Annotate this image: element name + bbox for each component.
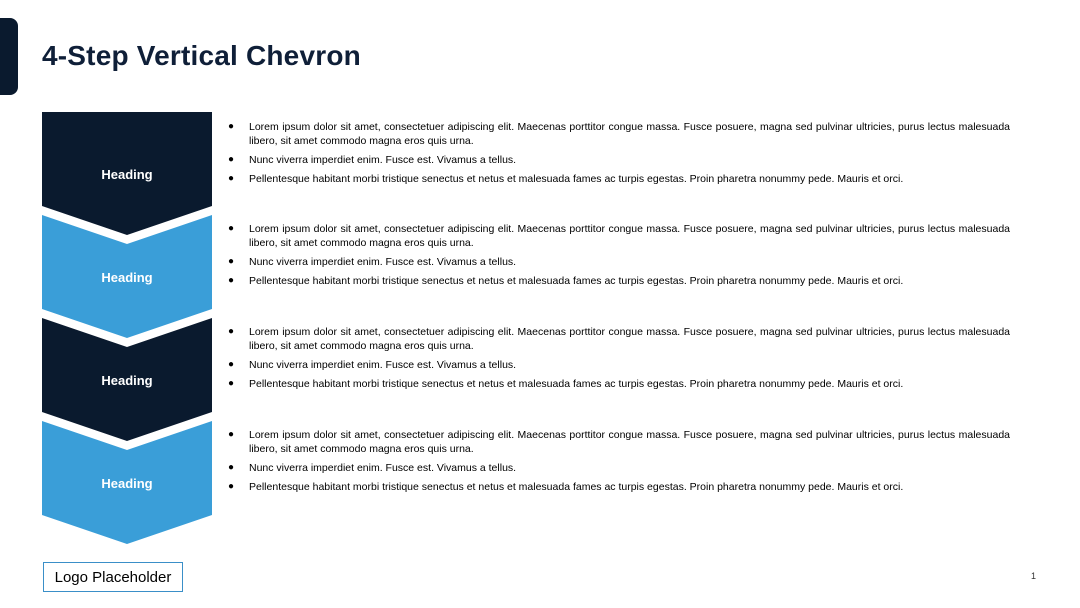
slide-title: 4-Step Vertical Chevron [42, 40, 361, 71]
bullet-icon: ● [228, 223, 235, 234]
bullet-icon: ● [228, 275, 235, 286]
page-number: 1 [1031, 571, 1037, 581]
bullet-item: ● Pellentesque habitant morbi tristique senectus et netus et malesuada fames ac turpis egestas. Proin pharetra nonummy pede. Mauris et orci. [228, 481, 904, 493]
bullet-icon: ● [228, 429, 235, 440]
bullet-icon: ● [228, 378, 235, 389]
chevron-step-1 [42, 112, 212, 235]
chevron-heading-2: Heading [101, 270, 153, 285]
bullet-icon: ● [228, 121, 235, 132]
bullet-icon: ● [228, 173, 235, 184]
bullet-item: ● Lorem ipsum dolor sit amet, consectetuer adipiscing elit. Maecenas porttitor congue massa. Fusce posuere, magna sed pulvinar ultricies, purus lectus malesuada libero, sit amet commodo magna eros quis urna. [228, 121, 1010, 147]
chevron-heading-4: Heading [101, 476, 153, 491]
bullet-item: ● Pellentesque habitant morbi tristique senectus et netus et malesuada fames ac turpis egestas. Proin pharetra nonummy pede. Mauris et orci. [228, 275, 904, 287]
logo-placeholder: Logo Placeholder [43, 562, 183, 592]
bullet-item: ● Pellentesque habitant morbi tristique senectus et netus et malesuada fames ac turpis egestas. Proin pharetra nonummy pede. Mauris et orci. [228, 173, 904, 185]
bullet-item: ● Lorem ipsum dolor sit amet, consectetuer adipiscing elit. Maecenas porttitor congue massa. Fusce posuere, magna sed pulvinar ultricies, purus lectus malesuada libero, sit amet commodo magna eros quis urna. [228, 326, 1010, 352]
bullet-item: ● Nunc viverra imperdiet enim. Fusce est. Vivamus a tellus. [228, 256, 517, 268]
bullet-icon: ● [228, 481, 235, 492]
bullet-item: ● Nunc viverra imperdiet enim. Fusce est. Vivamus a tellus. [228, 359, 517, 371]
bullet-icon: ● [228, 462, 235, 473]
bullet-icon: ● [228, 359, 235, 370]
bullet-item: ● Nunc viverra imperdiet enim. Fusce est. Vivamus a tellus. [228, 462, 517, 474]
chevron-heading-1: Heading [101, 167, 153, 182]
step-3-text [228, 325, 1010, 396]
bullet-icon: ● [228, 154, 235, 165]
bullet-icon: ● [228, 256, 235, 267]
bullet-item: ● Lorem ipsum dolor sit amet, consectetuer adipiscing elit. Maecenas porttitor congue massa. Fusce posuere, magna sed pulvinar ultricies, purus lectus malesuada libero, sit amet commodo magna eros quis urna. [228, 223, 1010, 249]
step-4-text [228, 428, 1010, 499]
bullet-item: ● Lorem ipsum dolor sit amet, consectetuer adipiscing elit. Maecenas porttitor congue massa. Fusce posuere, magna sed pulvinar ultricies, purus lectus malesuada libero, sit amet commodo magna eros quis urna. [228, 429, 1010, 455]
step-2-text [228, 222, 1010, 293]
bullet-item: ● Nunc viverra imperdiet enim. Fusce est. Vivamus a tellus. [228, 154, 517, 166]
chevron-heading-3: Heading [101, 373, 153, 388]
bullet-item: ● Pellentesque habitant morbi tristique senectus et netus et malesuada fames ac turpis egestas. Proin pharetra nonummy pede. Mauris et orci. [228, 378, 904, 390]
bullet-icon: ● [228, 326, 235, 337]
step-1-text [228, 120, 1010, 191]
